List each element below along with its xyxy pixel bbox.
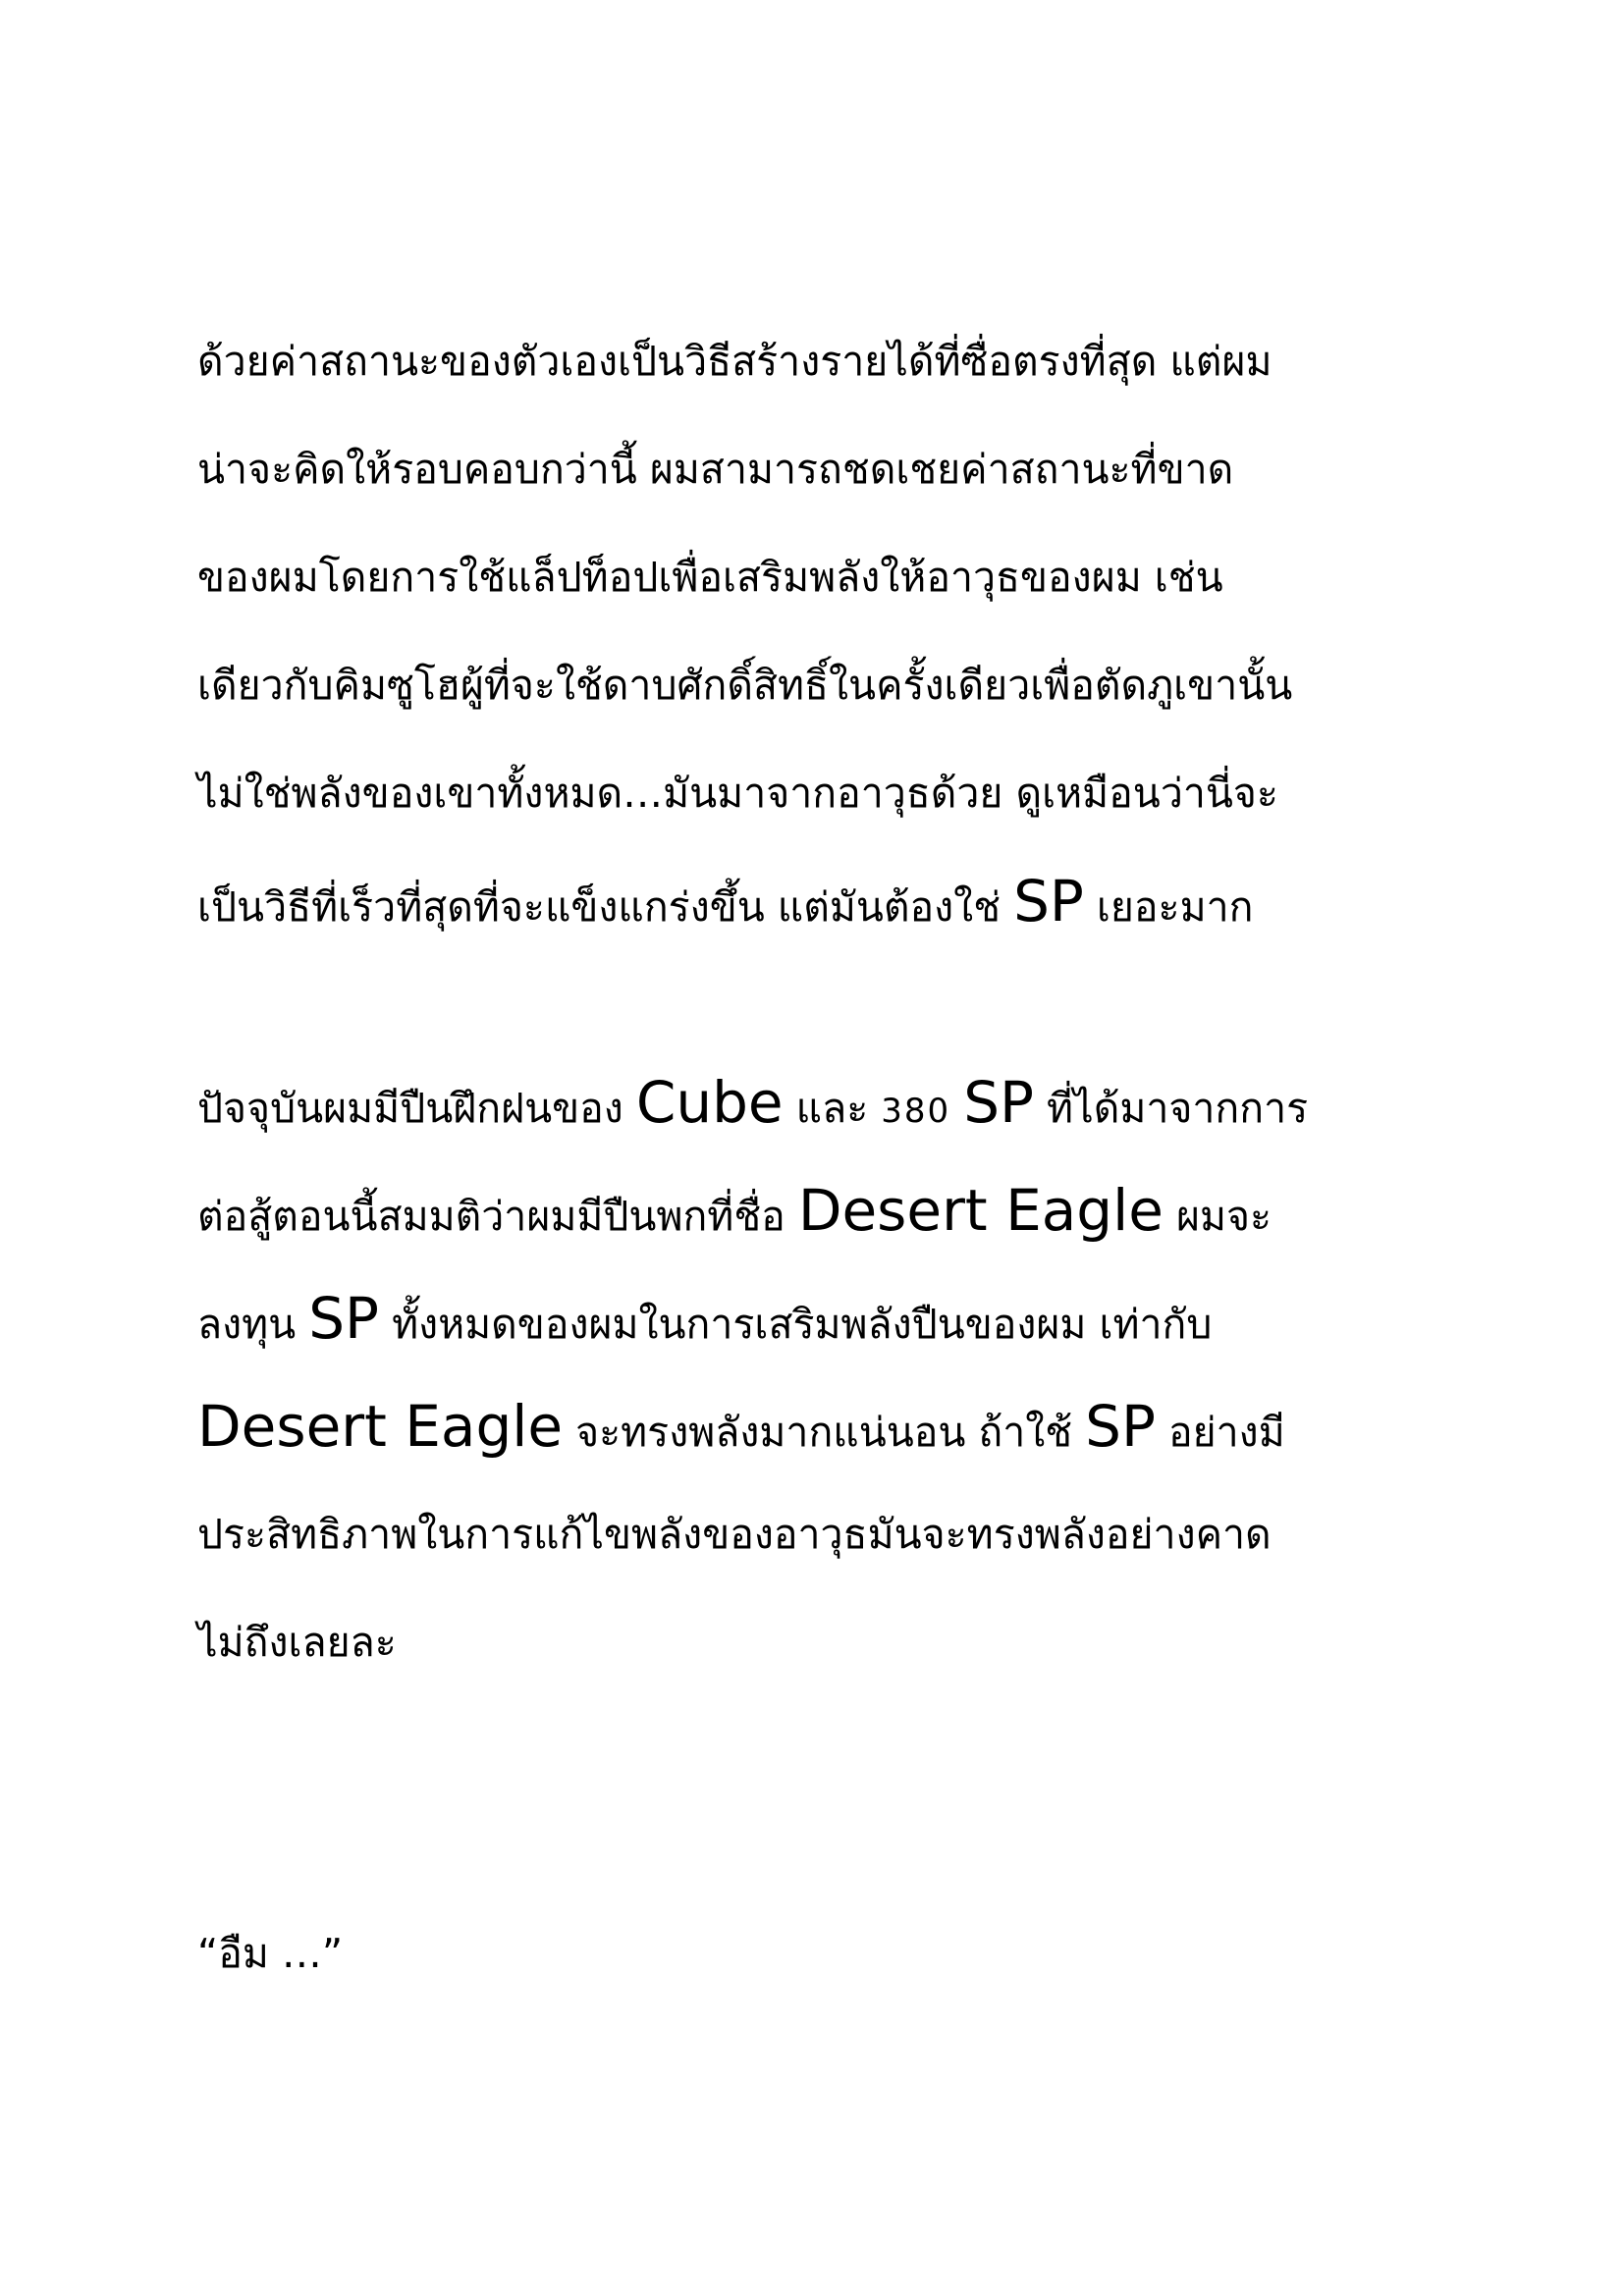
text-run: ปัจจุบันผมมีปืนฝึกฝนของ xyxy=(197,1085,636,1132)
text-run: ไม่ถึงเลยละ xyxy=(197,1619,397,1666)
text-run: ของผมโดยการใช้แล็ปท็อปเพื่อเสริมพลังให้อาวุธของผม เช่น xyxy=(197,554,1223,601)
text-run: เป็นวิธีที่เร็วที่สุดที่จะแข็งแกร่งขึ้น แต่มันต้องใช่ xyxy=(197,883,1014,931)
text-run: อย่างมี xyxy=(1155,1409,1285,1456)
text-run: เยอะมาก xyxy=(1083,883,1254,931)
text-run: เดียวกับคิมซูโฮผู้ที่จะใช้ดาบศักดิ์สิทธิ์ในครั้งเดียวเพื่อตัดภูเขานั้น xyxy=(197,662,1293,709)
text-run: ลงทุน xyxy=(197,1301,309,1348)
latin-term: SP xyxy=(963,1069,1035,1136)
text-run: น่าจะคิดให้รอบคอบกว่านี้ ผมสามารถชดเชยค่าสถานะที่ขาด xyxy=(197,446,1234,493)
latin-term: SP xyxy=(1085,1393,1156,1460)
paragraph-1-line-3 xyxy=(197,523,1223,631)
latin-term: SP xyxy=(308,1285,380,1352)
text-run: ประสิทธิภาพในการแก้ไขพลังของอาวุธมันจะทรงพลังอย่างคาด xyxy=(197,1511,1272,1558)
text-run: ทั้งหมดของผมในการเสริมพลังปืนของผม เท่ากับ xyxy=(379,1301,1213,1348)
text-run: “อืม …” xyxy=(197,1930,344,1977)
text-run: ไม่ใช่พลังของเขาทั้งหมด…มันมาจากอาวุธด้วย ดูเหมือนว่านี่จะ xyxy=(197,770,1278,817)
latin-term: SP xyxy=(1013,868,1084,934)
text-run: ที่ได้มาจากการ xyxy=(1034,1085,1309,1132)
paragraph-1-line-4 xyxy=(197,631,1292,739)
text-run: ต่อสู้ตอนนี้สมมติว่าผมมีปืนพกที่ชื่อ xyxy=(197,1193,798,1240)
paragraph-1-line-5 xyxy=(197,739,1278,847)
paragraph-2-line-3 xyxy=(197,1264,1212,1372)
paragraph-1-line-1 xyxy=(197,307,1272,415)
paragraph-2-line-4 xyxy=(197,1372,1285,1480)
number-value: 380 xyxy=(881,1092,951,1131)
text-run: และ xyxy=(783,1085,882,1132)
text-run: ด้วยค่าสถานะของตัวเองเป็นวิธีสร้างรายได้ที่ซื่อตรงที่สุด แต่ผม xyxy=(197,338,1272,385)
text-run xyxy=(950,1085,963,1132)
text-run: จะทรงพลังมากแน่นอน ถ้าใช้ xyxy=(563,1409,1086,1456)
text-run: ผมจะ xyxy=(1163,1193,1272,1240)
latin-term: Desert Eagle xyxy=(197,1393,564,1460)
paragraph-2-line-5 xyxy=(197,1480,1272,1588)
latin-term: Cube xyxy=(635,1069,784,1136)
paragraph-1-line-6 xyxy=(197,847,1253,955)
dialogue-line xyxy=(197,1899,343,2007)
paragraph-2-line-2 xyxy=(197,1156,1272,1264)
latin-term: Desert Eagle xyxy=(797,1177,1164,1244)
paragraph-1-line-2 xyxy=(197,415,1233,523)
paragraph-2-line-6 xyxy=(197,1588,397,1696)
paragraph-2-line-1 xyxy=(197,1048,1308,1156)
